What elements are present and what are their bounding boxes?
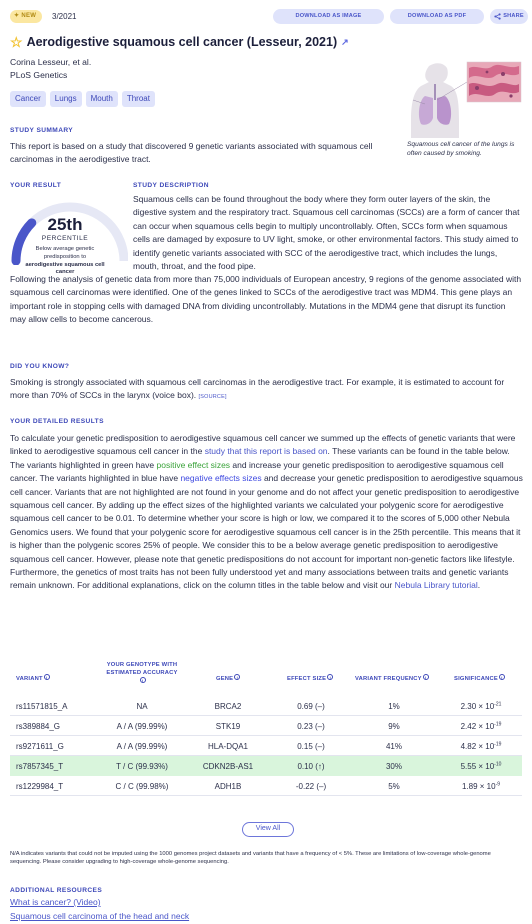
variant-cell: rs9271611_G [16,742,64,751]
genotype-cell: C / C (99.98%) [115,782,169,791]
table-footnote: N/A indicates variants that could not be imputed using the 1000 genomes project datasets and variants that have a frequency of < 5%. These are limitations of low-coverage whole-genome sequencing. Please consider upgrading to high-coverage whole-genome sequencing. [10,851,491,866]
col-header-significance-label: SIGNIFICANCE [454,676,498,682]
tag-lungs[interactable]: Lungs [50,91,82,107]
sparkle-icon: ✦ [14,13,20,20]
gene-cell: HLA-DQA1 [207,742,248,751]
detailed-text-2: . These variants can be found in the table below. The variants highlighted in green have [10,446,510,470]
col-header-frequency-label: VARIANT FREQUENCY [355,676,422,682]
info-icon[interactable]: i [423,674,429,680]
external-link-icon[interactable]: ↗ [341,36,349,47]
detailed-text-4: and decrease your genetic predisposition to aerodigestive squamous cell cancer. Variants that are not highlighted are not found in your genome and do not affect your genetic predisposition to aerodigestive squamous cell cancer. By adding up the effect sizes of the highlighted variants we calculated your polygenic score for aerodigestive squamous cell cancer to be 0.01. To determine whether your score is high or low, we compared it to the scores of 5,000 other Nebula Genomics users. We found that your polygenic score for aerodigestive squamous cell cancer is in the 25th percentile. This means that it is higher than the polygenic scores 25% of people. We consider this to be a below average genetic predisposition to aerodigestive squamous cell cancer. However, please note that genetic predispositions do not account for important non-genetic factors like lifestyle. Furthermore, the genetics of most traits has not been fully understood yet and many associations between traits and genetic variants remain unknown. For additional explanations, click on the column titles in the table below and visit our [10,473,523,591]
genotype-cell: A / A (99.99%) [116,742,168,751]
page-title: Aerodigestive squamous cell cancer (Lesseur, 2021) [26,35,338,49]
detailed-results-text [10,432,524,593]
frequency-cell: 9% [388,722,400,731]
did-you-know-text [10,376,522,405]
table-row [10,736,522,756]
gene-cell: BRCA2 [214,702,242,711]
significance-cell [442,721,520,733]
significance-base: 2.42 × 10 [460,722,495,731]
info-icon[interactable]: i [499,674,505,680]
effect-size-cell: 0.15 (–) [297,742,325,751]
col-header-effect-size[interactable] [287,674,333,683]
table-row [10,776,522,796]
significance-cell [442,701,520,713]
summary-text: This report is based on a study that discovered 9 genetic variants associated with squamous cell carcinomas in the aerodigestive tract. [10,141,373,165]
new-badge-label: NEW [21,13,37,20]
percentile-desc-trait: aerodigestive squamous cell cancer [25,261,105,276]
tag-list [10,91,155,107]
significance-exponent: -19 [494,721,502,728]
effect-size-cell: -0.22 (–) [295,782,327,791]
effect-size-cell: 0.10 (↑) [297,762,325,771]
description-text-full [10,273,522,327]
frequency-cell: 1% [388,702,400,711]
variant-cell: rs389884_G [16,722,61,731]
significance-exponent: -21 [494,701,502,708]
significance-exponent: -10 [494,761,502,768]
gene-cell: STK19 [215,722,241,731]
frequency-cell: 30% [385,762,402,771]
frequency-cell: 5% [388,782,400,791]
description-heading: STUDY DESCRIPTION [133,182,209,189]
tag-mouth[interactable]: Mouth [86,91,118,107]
description-text-wrapped: Squamous cells can be found throughout the body where they form outer layers of the skin, the digestive system and the respiratory tract. Squamous cell carcinomas (SCCs) are a form of cancer that can occur when squamous cells begin to multiply uncontrollably. Often, SCCs form when squamous cells are damaged by exposure to UV light, smoke, or other environmental factors. This study aimed to identify genetic variants associated with SCC of the aerodigestive tract, which includes the lungs, mouth, throat, and the food pipe. [133,194,520,272]
resources-heading: ADDITIONAL RESOURCES [10,887,103,894]
col-header-gene[interactable] [216,674,240,683]
significance-cell [442,761,520,773]
author: Corina Lesseur, et al. [10,57,92,67]
genotype-cell: A / A (99.99%) [116,722,168,731]
significance-cell [442,781,520,793]
genotype-cell: T / C (99.93%) [116,762,168,771]
share-label: SHARE [503,13,524,20]
col-header-genotype[interactable] [100,661,184,686]
download-pdf-button[interactable]: DOWNLOAD AS PDF [390,9,484,24]
table-row [10,696,522,716]
description-text-continued: Following the analysis of genetic data from more than 75,000 individuals of European ancestry, 9 regions of the genome associated with squamous cell carcinomas were identified. One of the genes linked to SCCs of the aerodigestive tract was MDM4. This gene plays an important role in stopping cells with damaged DNA from dividing uncontrollably. Mutations in the MDM4 gene that disrupt its function may allow cells to become cancerous. [10,274,522,325]
detailed-text-5: . [477,580,481,591]
negative-effect-label: negative effects sizes [180,473,262,484]
table-row [10,756,522,776]
positive-effect-label: positive effect sizes [156,459,231,470]
illustration-caption: Squamous cell cancer of the lungs is often caused by smoking. [407,141,515,157]
col-header-effect-size-label: EFFECT SIZE [287,676,327,682]
your-result-heading: YOUR RESULT [10,182,62,189]
info-icon[interactable]: i [140,677,146,683]
info-icon[interactable]: i [44,674,50,680]
top-bar [10,9,522,25]
percentile-desc-prefix: Below average genetic predisposition to [35,246,95,260]
summary-heading: STUDY SUMMARY [10,127,74,134]
resource-link-scc-head-neck[interactable]: Squamous cell carcinoma of the head and neck [10,911,190,921]
significance-base: 2.30 × 10 [460,702,495,711]
significance-exponent: -19 [494,741,502,748]
col-header-genotype-label: YOUR GENOTYPE WITH ESTIMATED ACCURACY [106,662,178,677]
gene-cell: CDKN2B-AS1 [202,762,254,771]
col-header-frequency[interactable] [355,674,429,683]
tag-cancer[interactable]: Cancer [10,91,46,107]
significance-base: 1.89 × 10 [461,782,496,791]
journal: PLoS Genetics [10,70,68,80]
percentile-label: PERCENTILE [41,235,89,242]
tag-throat[interactable]: Throat [122,91,155,107]
variant-cell: rs7857345_T [16,762,64,771]
new-badge [10,10,42,23]
detailed-results-heading: YOUR DETAILED RESULTS [10,418,104,425]
report-date: 3/2021 [52,12,77,21]
detailed-text-3: and increase your genetic predisposition to aerodigestive squamous cell cancer. The variants highlighted in blue have [10,459,504,484]
gene-cell: ADH1B [214,782,242,791]
effect-size-cell: 0.69 (–) [297,702,325,711]
study-link[interactable]: study that this report is based on [204,446,328,457]
genotype-cell: NA [136,702,148,711]
favorite-star-icon[interactable]: ☆ [10,34,23,51]
resource-link-cancer-video[interactable]: What is cancer? (Video) [10,897,101,907]
col-header-variant[interactable] [16,674,50,683]
variant-cell: rs11571815_A [16,702,68,711]
did-you-know-body: Smoking is strongly associated with squamous cell carcinomas in the aerodigestive tract. For example, it is estimated to account for more than 70% of SCCs in the larynx (voice box). [10,377,505,401]
significance-base: 5.55 × 10 [460,762,495,771]
percentile-value: 25th [47,215,83,234]
share-icon [494,13,501,20]
lung-illustration [407,60,522,138]
detailed-text-1: To calculate your genetic predisposition to aerodigestive squamous cell cancer we summed up the effects of genetic variants that were linked to aerodigestive squamous cell cancer in the [10,433,516,457]
download-image-button[interactable]: DOWNLOAD AS IMAGE [273,9,384,24]
share-button[interactable] [490,9,528,24]
frequency-cell: 41% [385,742,402,751]
col-header-variant-label: VARIANT [16,676,43,682]
col-header-gene-label: GENE [216,676,234,682]
did-you-know-heading: DID YOU KNOW? [10,363,70,370]
library-tutorial-link[interactable]: Nebula Library tutorial [394,580,478,591]
col-header-significance[interactable] [454,674,505,683]
view-all-button[interactable]: View All [242,822,294,837]
effect-size-cell: 0.23 (–) [297,722,325,731]
significance-cell [442,741,520,753]
significance-base: 4.82 × 10 [460,742,495,751]
info-icon[interactable]: i [327,674,333,680]
significance-exponent: -9 [495,781,501,788]
variant-cell: rs1229984_T [16,782,64,791]
table-row [10,716,522,736]
report-title-row [10,33,410,51]
source-link[interactable]: [SOURCE] [198,394,227,401]
info-icon[interactable]: i [234,674,240,680]
